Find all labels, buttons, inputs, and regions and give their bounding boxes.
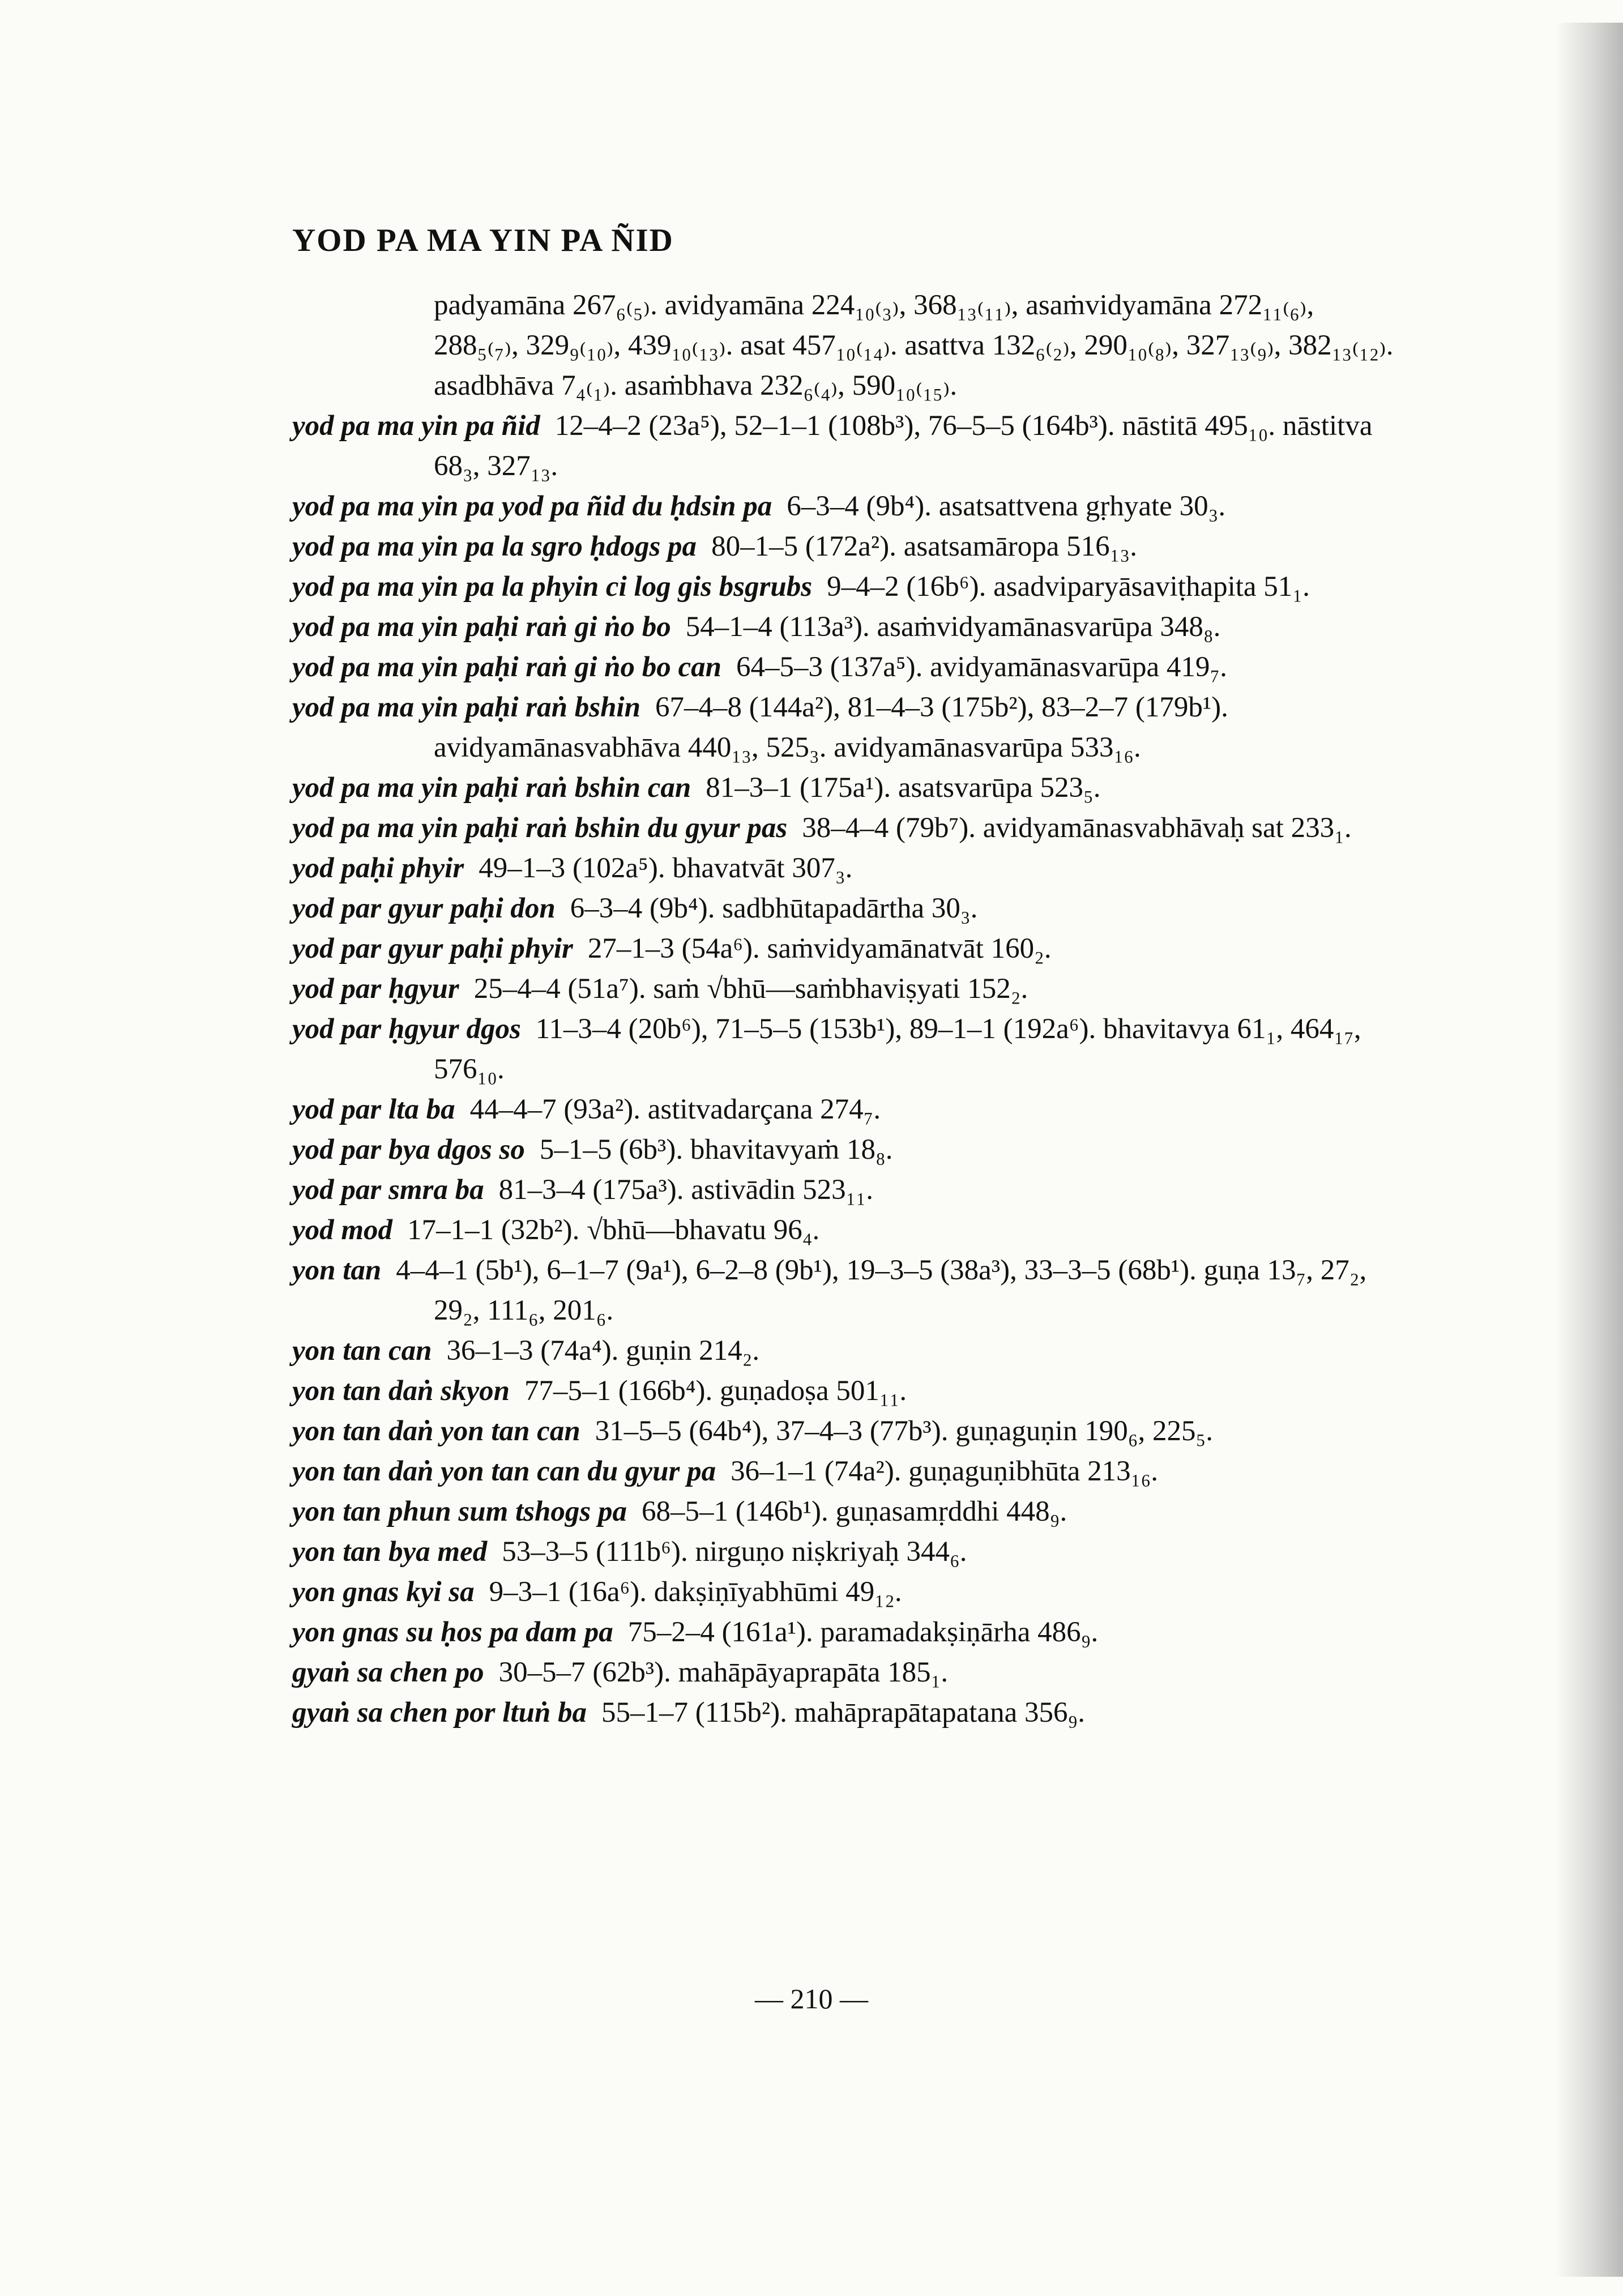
dictionary-entry bbox=[292, 285, 1402, 406]
entry-gloss: 67–4–8 (144a²), 81–4–3 (175b²), 83–2–7 (179b¹). avidyamānasvabhāva 440₁₃, 525₃. avidyamānasvarūpa 533₁₆. bbox=[434, 692, 1228, 763]
entry-headword: yod par ḥgyur bbox=[292, 973, 459, 1005]
dictionary-entry bbox=[292, 1009, 1402, 1090]
entry-gloss: 5–1–5 (6b³). bhavitavyaṁ 18₈. bbox=[539, 1134, 893, 1166]
entry-gloss: 53–3–5 (111b⁶). nirguṇo niṣkriyaḥ 344₆. bbox=[502, 1536, 967, 1568]
entry-gloss: 49–1–3 (102a⁵). bhavatvāt 307₃. bbox=[479, 852, 853, 884]
dictionary-entry bbox=[292, 1612, 1402, 1653]
entry-headword: yod pa ma yin paḥi raṅ gi ṅo bo bbox=[292, 611, 671, 643]
dictionary-entry bbox=[292, 486, 1402, 527]
dictionary-entry bbox=[292, 1492, 1402, 1532]
entry-headword: yon gnas kyi sa bbox=[292, 1576, 475, 1608]
entry-headword: yod pa ma yin pa la phyin ci log gis bsgrubs bbox=[292, 571, 813, 603]
entry-gloss: 55–1–7 (115b²). mahāprapātapatana 356₉. bbox=[601, 1697, 1085, 1729]
entry-headword: yod pa ma yin paḥi raṅ bshin bbox=[292, 692, 640, 723]
entry-gloss: padyamāna 267₆₍₅₎. avidyamāna 224₁₀₍₃₎, 368₁₃₍₁₁₎, asaṁvidyamāna 272₁₁₍₆₎, 288₅₍₇₎, 329₉₍₁₀₎, 439₁₀₍₁₃₎. asat 457₁₀₍₁₄₎. asattva 132₆₍₂₎, 290₁₀₍₈₎, 327₁₃₍₉₎, 382₁₃₍₁₂₎. asadbhāva 7₄₍₁₎. asaṁbhava 232₆₍₄₎, 590₁₀₍₁₅₎. bbox=[434, 289, 1394, 402]
dictionary-entry bbox=[292, 1693, 1402, 1733]
dictionary-entry bbox=[292, 647, 1402, 688]
entry-gloss: 30–5–7 (62b³). mahāpāyaprapāta 185₁. bbox=[498, 1657, 949, 1688]
entry-headword: yod pa ma yin paḥi raṅ bshin can bbox=[292, 772, 691, 804]
dictionary-entry bbox=[292, 848, 1402, 889]
dictionary-entry bbox=[292, 406, 1402, 486]
entry-headword: yod par smra ba bbox=[292, 1174, 484, 1206]
entry-headword: yod pa ma yin pa ñid bbox=[292, 410, 540, 442]
entry-gloss: 11–3–4 (20b⁶), 71–5–5 (153b¹), 89–1–1 (192a⁶). bhavitavya 61₁, 464₁₇, 576₁₀. bbox=[434, 1013, 1361, 1085]
entry-headword: yod par bya dgos so bbox=[292, 1134, 525, 1166]
entry-headword: yon tan phun sum tshogs pa bbox=[292, 1496, 627, 1527]
entry-gloss: 64–5–3 (137a⁵). avidyamānasvarūpa 419₇. bbox=[736, 651, 1227, 683]
entry-gloss: 9–3–1 (16a⁶). dakṣiṇīyabhūmi 49₁₂. bbox=[489, 1576, 902, 1608]
entry-headword: yon gnas su ḥos pa dam pa bbox=[292, 1616, 613, 1648]
dictionary-entry bbox=[292, 929, 1402, 969]
dictionary-entry bbox=[292, 1411, 1402, 1452]
dictionary-entry bbox=[292, 1251, 1402, 1331]
entry-headword: gyaṅ sa chen po bbox=[292, 1657, 484, 1688]
dictionary-entry bbox=[292, 1452, 1402, 1492]
dictionary-entry bbox=[292, 527, 1402, 567]
entry-gloss: 38–4–4 (79b⁷). avidyamānasvabhāvaḥ sat 233₁. bbox=[802, 812, 1352, 844]
entry-gloss: 31–5–5 (64b⁴), 37–4–3 (77b³). guṇaguṇin 190₆, 225₅. bbox=[595, 1415, 1214, 1447]
running-head: YOD PA MA YIN PA ÑID bbox=[292, 223, 674, 258]
dictionary-entry bbox=[292, 1572, 1402, 1612]
entry-gloss: 75–2–4 (161a¹). paramadakṣiṇārha 486₉. bbox=[627, 1616, 1099, 1648]
entry-gloss: 6–3–4 (9b⁴). sadbhūtapadārtha 30₃. bbox=[570, 893, 978, 924]
dictionary-entry bbox=[292, 889, 1402, 929]
entry-gloss: 9–4–2 (16b⁶). asadviparyāsaviṭhapita 51₁. bbox=[827, 571, 1310, 603]
entry-headword: yon tan bya med bbox=[292, 1536, 488, 1568]
dictionary-entry bbox=[292, 1371, 1402, 1411]
entry-gloss: 12–4–2 (23a⁵), 52–1–1 (108b³), 76–5–5 (164b³). nāstitā 495₁₀. nāstitva 68₃, 327₁₃. bbox=[434, 410, 1373, 482]
dictionary-entry bbox=[292, 1090, 1402, 1130]
entry-headword: gyaṅ sa chen por ltuṅ ba bbox=[292, 1697, 587, 1729]
dictionary-entry bbox=[292, 1532, 1402, 1572]
entry-headword: yod pa ma yin pa la sgro ḥdogs pa bbox=[292, 531, 697, 562]
entry-headword: yod mod bbox=[292, 1214, 393, 1246]
entry-headword: yon tan daṅ yon tan can du gyur pa bbox=[292, 1456, 716, 1487]
dictionary-entry bbox=[292, 1170, 1402, 1210]
entry-gloss: 77–5–1 (166b⁴). guṇadoṣa 501₁₁. bbox=[524, 1375, 907, 1407]
entry-gloss: 17–1–1 (32b²). √bhū—bhavatu 96₄. bbox=[407, 1214, 820, 1246]
dictionary-entry bbox=[292, 607, 1402, 647]
dictionary-entry bbox=[292, 688, 1402, 768]
entry-gloss: 36–1–1 (74a²). guṇaguṇibhūta 213₁₆. bbox=[731, 1456, 1158, 1487]
entry-headword: yod pa ma yin paḥi raṅ gi ṅo bo can bbox=[292, 651, 722, 683]
dictionary-entry bbox=[292, 1653, 1402, 1693]
entry-gloss: 81–3–1 (175a¹). asatsvarūpa 523₅. bbox=[706, 772, 1101, 804]
entry-gloss: 36–1–3 (74a⁴). guṇin 214₂. bbox=[446, 1335, 760, 1367]
entry-headword: yon tan bbox=[292, 1254, 382, 1286]
entry-headword: yod par ḥgyur dgos bbox=[292, 1013, 521, 1045]
entry-headword: yon tan daṅ yon tan can bbox=[292, 1415, 580, 1447]
dictionary-entry bbox=[292, 567, 1402, 607]
entry-headword: yon tan daṅ skyon bbox=[292, 1375, 510, 1407]
dictionary-entry bbox=[292, 969, 1402, 1009]
entry-gloss: 54–1–4 (113a³). asaṁvidyamānasvarūpa 348₈. bbox=[685, 611, 1221, 643]
dictionary-entry bbox=[292, 808, 1402, 848]
page-number: — 210 — bbox=[755, 1983, 868, 2015]
entry-gloss: 27–1–3 (54a⁶). saṁvidyamānatvāt 160₂. bbox=[587, 933, 1052, 965]
dictionary-entry bbox=[292, 1130, 1402, 1170]
dictionary-entries bbox=[292, 285, 1402, 1733]
entry-gloss: 81–3–4 (175a³). astivādin 523₁₁. bbox=[498, 1174, 873, 1206]
dictionary-entry bbox=[292, 1210, 1402, 1251]
entry-headword: yod pa ma yin pa yod pa ñid du ḥdsin pa bbox=[292, 490, 772, 522]
entry-headword: yod paḥi phyir bbox=[292, 852, 464, 884]
entry-gloss: 25–4–4 (51a⁷). saṁ √bhū—saṁbhaviṣyati 152₂. bbox=[473, 973, 1028, 1005]
entry-headword: yod par lta ba bbox=[292, 1094, 455, 1125]
entry-headword: yod par gyur paḥi phyir bbox=[292, 933, 573, 965]
dictionary-entry bbox=[292, 768, 1402, 808]
entry-gloss: 6–3–4 (9b⁴). asatsattvena gṛhyate 30₃. bbox=[787, 490, 1226, 522]
dictionary-entry bbox=[292, 1331, 1402, 1371]
entry-headword: yod pa ma yin paḥi raṅ bshin du gyur pas bbox=[292, 812, 788, 844]
entry-gloss: 68–5–1 (146b¹). guṇasamṛddhi 448₉. bbox=[641, 1496, 1067, 1527]
entry-headword: yon tan can bbox=[292, 1335, 432, 1367]
entry-headword: yod par gyur paḥi don bbox=[292, 893, 556, 924]
scan-edge-shadow bbox=[1555, 23, 1623, 2277]
entry-gloss: 44–4–7 (93a²). astitvadarçana 274₇. bbox=[469, 1094, 881, 1125]
entry-gloss: 4–4–1 (5b¹), 6–1–7 (9a¹), 6–2–8 (9b¹), 19–3–5 (38a³), 33–3–5 (68b¹). guṇa 13₇, 27₂, 29₂, 111₆, 201₆. bbox=[396, 1254, 1367, 1326]
entry-gloss: 80–1–5 (172a²). asatsamāropa 516₁₃. bbox=[711, 531, 1137, 562]
